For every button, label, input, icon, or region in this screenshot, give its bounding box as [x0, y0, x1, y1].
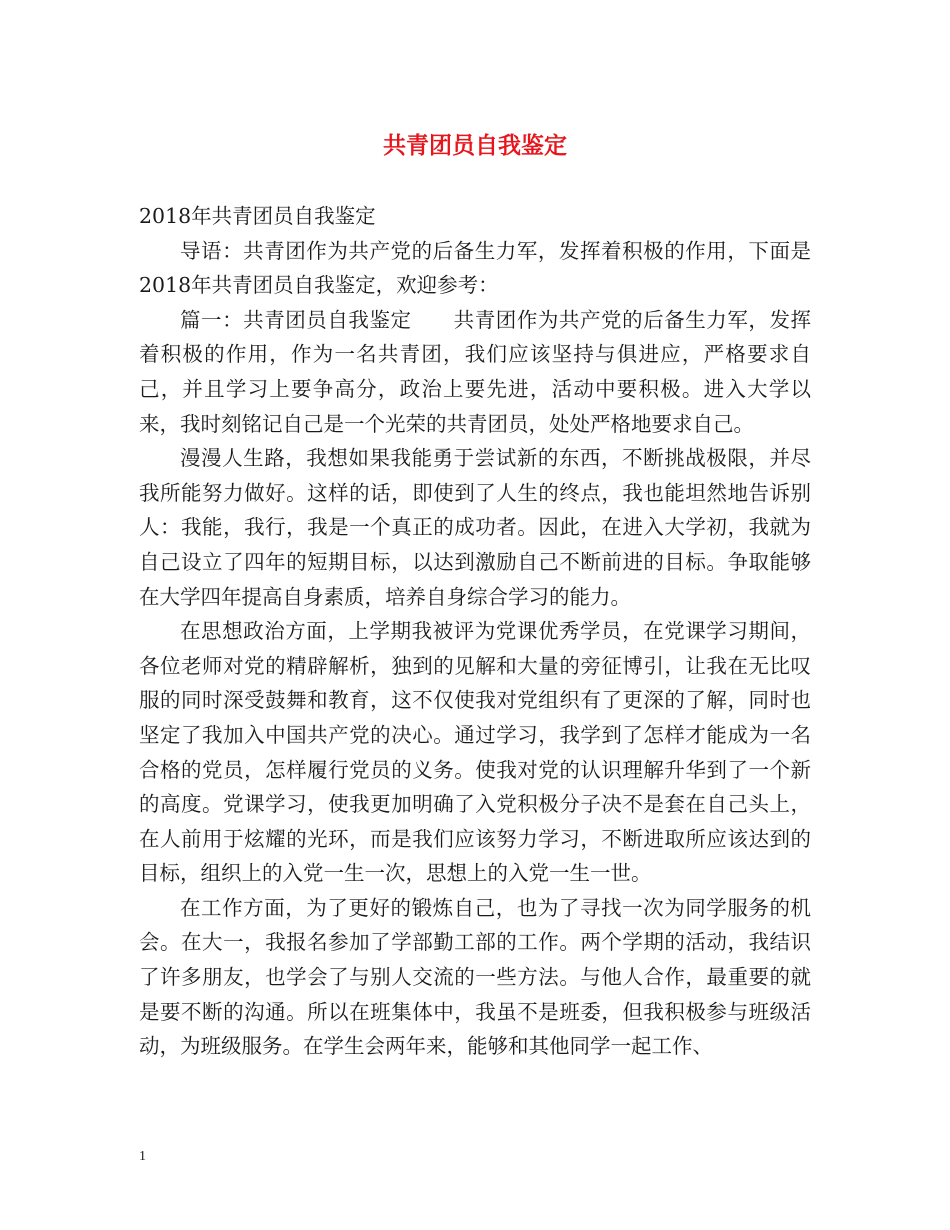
paragraph-heading: 2018年共青团员自我鉴定: [139, 204, 376, 228]
paragraph-intro: 导语：共青团作为共产党的后备生力军，发挥着积极的作用，下面是2018年共青团员自我鉴定，欢迎参考：: [139, 238, 811, 298]
paragraph-life-goals: 漫漫人生路，我想如果我能勇于尝试新的东西，不断挑战极限，并尽我所能努力做好。这样的话，即使到了人生的终点，我也能坦然地告诉别人：我能，我行，我是一个真正的成功者。因此，在进入大学初，我就为自己设立了四年的短期目标，以达到激励自己不断前进的目标。争取能够在大学四年提高自身素质，培养自身综合学习的能力。: [139, 446, 811, 609]
document-body: [139, 199, 811, 1064]
paragraph-political-thought: 在思想政治方面，上学期我被评为党课优秀学员，在党课学习期间，各位老师对党的精辟解析，独到的见解和大量的旁征博引，让我在无比叹服的同时深受鼓舞和教育，这不仅使我对党组织有了更深的了解，同时也坚定了我加入中国共产党的决心。通过学习，我学到了怎样才能成为一名合格的党员，怎样履行党员的义务。使我对党的认识理解升华到了一个新的高度。党课学习，使我更加明确了入党积极分子决不是套在自己头上，在人前用于炫耀的光环，而是我们应该努力学习，不断进取所应该达到的目标，组织上的入党一生一次，思想上的入党一生一世。: [139, 619, 811, 886]
page-number: 1: [139, 1149, 146, 1164]
page-title: 共青团员自我鉴定: [383, 133, 567, 159]
paragraph-work: 在工作方面，为了更好的锻炼自己，也为了寻找一次为同学服务的机会。在大一，我报名参加了学部勤工部的工作。两个学期的活动，我结识了许多朋友，也学会了与别人交流的一些方法。与他人合作，最重要的就是要不断的沟通。所以在班集体中，我虽不是班委，但我积极参与班级活动，为班级服务。在学生会两年来，能够和其他同学一起工作、: [139, 895, 811, 1059]
paragraph-part-one: 篇一：共青团员自我鉴定 共青团作为共产党的后备生力军，发挥着积极的作用，作为一名共青团，我们应该坚持与俱进应，严格要求自己，并且学习上要争高分，政治上要先进，活动中要积极。进入大学以来，我时刻铭记自己是一个光荣的共青团员，处处严格地要求自己。: [139, 307, 811, 436]
